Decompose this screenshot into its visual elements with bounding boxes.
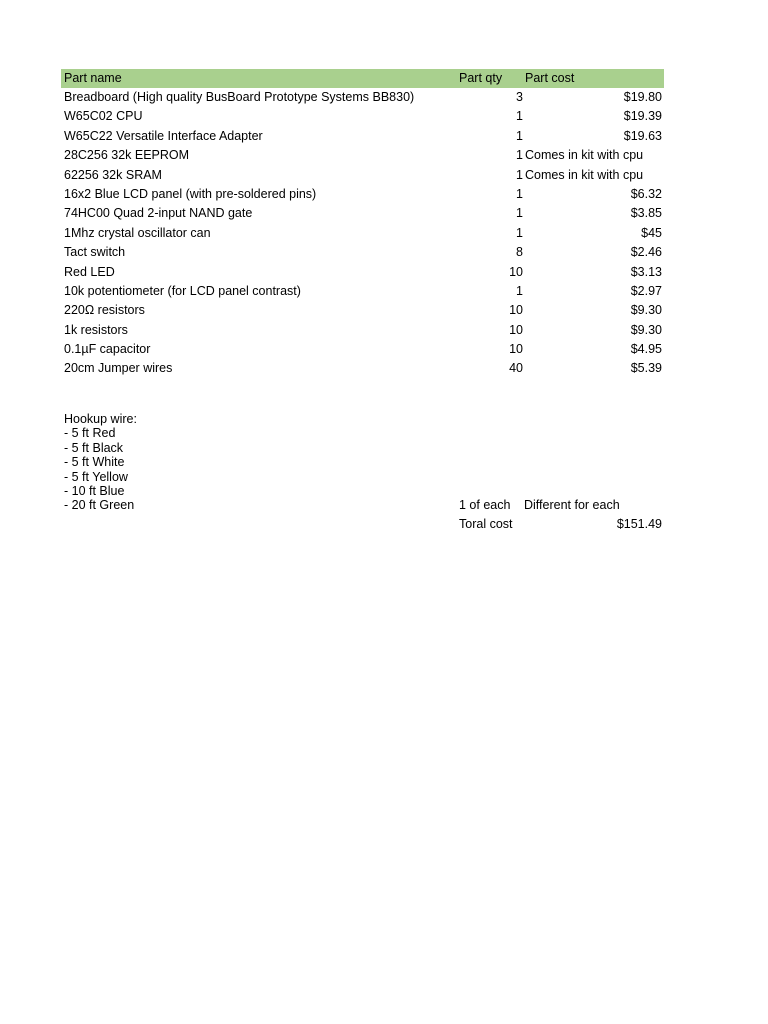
part-note-cell: Comes in kit with cpu	[525, 148, 644, 163]
table-row	[61, 166, 664, 185]
part-cost-cell: $6.32	[630, 186, 662, 201]
part-name-cell: 1k resistors	[64, 322, 128, 337]
part-qty-cell: 10	[509, 303, 523, 318]
hookup-summary-row	[459, 496, 664, 515]
part-cost-cell: $9.30	[630, 303, 662, 318]
part-name-cell: Breadboard (High quality BusBoard Prototype Systems BB830)	[64, 90, 415, 104]
part-name-cell: W65C02 CPU	[64, 109, 143, 124]
part-name-cell: 220Ω resistors	[64, 303, 145, 318]
table-row	[61, 224, 664, 243]
hookup-cost-note: Different for each	[524, 498, 620, 512]
hookup-item: - 5 ft Black	[64, 440, 124, 455]
part-cost-cell: $2.46	[630, 245, 662, 260]
part-name-cell: 62256 32k SRAM	[64, 167, 162, 182]
hookup-item: - 5 ft Yellow	[64, 469, 128, 484]
part-name-cell: 16x2 Blue LCD panel (with pre-soldered pins)	[64, 186, 317, 201]
table-header	[61, 69, 664, 88]
part-qty-cell: 10	[509, 322, 523, 337]
total-label: Toral cost	[459, 517, 513, 532]
part-qty-cell: 1	[516, 167, 523, 182]
part-cost-cell: $2.97	[630, 283, 662, 298]
part-cost-cell: $3.85	[630, 206, 662, 221]
part-name-cell: 0.1µF capacitor	[64, 342, 151, 357]
table-row	[61, 127, 664, 146]
hookup-item: - 10 ft Blue	[64, 484, 125, 499]
header-part-name: Part name	[64, 71, 122, 85]
part-qty-cell: 1	[516, 186, 523, 201]
table-body	[61, 88, 664, 379]
part-name-cell: 28C256 32k EEPROM	[64, 148, 190, 163]
part-qty-cell: 1	[516, 109, 523, 124]
part-qty-cell: 10	[509, 264, 523, 279]
part-name-cell: 1Mhz crystal oscillator can	[64, 225, 211, 240]
table-row	[61, 185, 664, 204]
table-row	[61, 263, 664, 282]
hookup-qty: 1 of each	[459, 498, 511, 512]
part-qty-cell: 3	[516, 90, 523, 104]
part-cost-cell: $5.39	[630, 361, 662, 376]
part-note-cell: Comes in kit with cpu	[525, 167, 644, 182]
table-row	[61, 88, 664, 107]
part-cost-cell: $19.80	[623, 90, 662, 104]
table-row	[61, 359, 664, 378]
table-row	[61, 146, 664, 165]
part-name-cell: Tact switch	[64, 245, 126, 260]
header-part-cost: Part cost	[525, 71, 575, 85]
part-cost-cell: $9.30	[630, 322, 662, 337]
hookup-item: - 20 ft Green	[64, 498, 135, 513]
cost-summary	[459, 496, 664, 535]
part-cost-cell: $19.39	[623, 109, 662, 124]
part-name-cell: 74HC00 Quad 2-input NAND gate	[64, 206, 253, 221]
part-qty-cell: 8	[516, 245, 523, 260]
header-part-qty: Part qty	[459, 71, 503, 85]
part-cost-cell: $4.95	[630, 342, 662, 357]
table-row	[61, 243, 664, 262]
hookup-item: - 5 ft Red	[64, 426, 116, 441]
part-name-cell: 20cm Jumper wires	[64, 361, 173, 376]
part-name-cell: Red LED	[64, 264, 115, 279]
table-row	[61, 107, 664, 126]
table-row	[61, 340, 664, 359]
part-qty-cell: 1	[516, 128, 523, 143]
part-cost-cell: $3.13	[630, 264, 662, 279]
table-row	[61, 301, 664, 320]
table-row	[61, 321, 664, 340]
hookup-title: Hookup wire:	[64, 412, 137, 426]
table-row	[61, 282, 664, 301]
parts-table	[61, 69, 664, 379]
part-qty-cell: 10	[509, 342, 523, 357]
part-name-cell: 10k potentiometer (for LCD panel contrast)	[64, 283, 301, 298]
part-qty-cell: 1	[516, 283, 523, 298]
part-name-cell: W65C22 Versatile Interface Adapter	[64, 128, 263, 143]
part-qty-cell: 1	[516, 148, 523, 163]
total-row	[459, 515, 664, 534]
hookup-item: - 5 ft White	[64, 455, 125, 470]
table-row	[61, 204, 664, 223]
part-qty-cell: 1	[516, 206, 523, 221]
part-cost-cell: $45	[641, 225, 662, 240]
part-qty-cell: 1	[516, 225, 523, 240]
total-value: $151.49	[616, 517, 662, 532]
part-qty-cell: 40	[509, 361, 523, 376]
hookup-wire-list	[64, 412, 137, 513]
part-cost-cell: $19.63	[623, 128, 662, 143]
